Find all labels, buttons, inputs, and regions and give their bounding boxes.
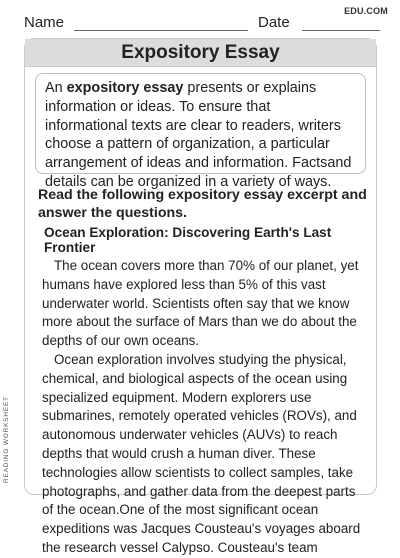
essay-title: Ocean Exploration: Discovering Earth's Last Frontier <box>44 225 332 255</box>
definition-box <box>35 73 366 190</box>
definition-body: presents or explains information or ideas. To ensure that informational texts are clear to readers, writers choose a pattern of organization, a particular arrangement of ideas and information. Factsand details can be organized in a variety of ways. <box>45 80 352 190</box>
date-label: Date <box>258 14 290 31</box>
brand-logo: EDU.COM <box>344 6 388 16</box>
essay-excerpt <box>42 257 367 558</box>
essay-paragraph: The ocean covers more than 70% of our planet, yet humans have explored less than 5% of this vast underwater world. Scientists often say that we know more about the surface of Mars than we do about the depths of our own oceans. <box>42 258 359 349</box>
side-label: READING WORKSHEET <box>3 396 10 483</box>
date-line <box>302 30 380 31</box>
worksheet-title: Expository Essay <box>121 41 280 63</box>
definition-lead: An <box>45 80 67 96</box>
worksheet-header <box>0 0 400 40</box>
worksheet-frame <box>24 38 377 555</box>
definition-term: expository essay <box>66 80 184 96</box>
name-line <box>74 30 248 31</box>
name-label: Name <box>24 14 65 31</box>
definition-text <box>45 79 355 192</box>
title-bar <box>25 39 376 67</box>
essay-paragraph: Ocean exploration involves studying the physical, chemical, and biological aspects of the ocean using specialized equipment. Modern explorers use submarines, remotely operated vehicles (ROVs), and autonomous underwater vehicles (AUVs) to reach depths that would crush a human diver. These technologies allow scientists to collect samples, take photographs, and gather data from the deepest parts of the ocean.One of the most significant ocean expeditions was Jacques Cousteau's voyages aboard the research vessel Calypso. Cousteau's team <box>42 351 361 555</box>
instructions: Read the following expository essay excerpt and answer the questions. <box>38 187 367 221</box>
